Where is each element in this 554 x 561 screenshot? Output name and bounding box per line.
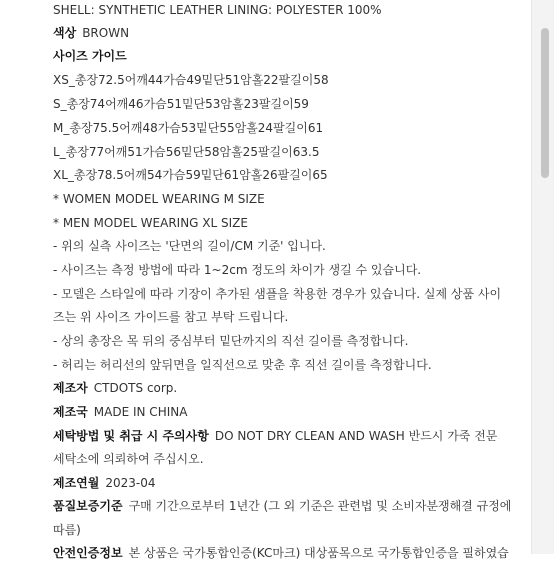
warranty-value: 구매 기간으로부터 1년간 (그 외 기준은 관련법 및 소비자분쟁해결 규정에 [128, 499, 512, 513]
warranty-row [53, 498, 511, 514]
kc-row [53, 545, 509, 561]
women-model-note: * WOMEN MODEL WEARING M SIZE [53, 192, 265, 206]
date-value: 2023-04 [105, 476, 156, 490]
size-row-xl: XL_총장78.5어깨54가슴59밑단61암홀26팔길이65 [53, 168, 328, 182]
kc-value: 본 상품은 국가통합인증(KC마크) 대상품목으로 국가통합인증을 필하였습 [128, 546, 509, 560]
manufacturer-label: 제조자 [53, 381, 88, 395]
date-label: 제조연월 [53, 476, 100, 490]
date-row [53, 475, 156, 491]
note-total-length: - 상의 총장은 목 뒤의 중심부터 밑단까지의 직선 길이를 측정합니다. [53, 334, 409, 348]
warranty-label: 품질보증기준 [53, 499, 123, 513]
washing-label: 세탁방법 및 취급 시 주의사항 [53, 429, 209, 443]
kc-label: 안전인증정보 [53, 546, 123, 560]
men-model-note: * MEN MODEL WEARING XL SIZE [53, 216, 248, 230]
country-value: MADE IN CHINA [93, 405, 188, 419]
size-guide-title: 사이즈 가이드 [53, 49, 127, 63]
washing-value-cont: 세탁소에 의뢰하여 주십시오. [53, 452, 204, 466]
color-row [53, 25, 129, 41]
country-row [53, 404, 187, 420]
size-row-s: S_총장74어깨46가슴51밑단53암홀23팔길이59 [53, 97, 309, 111]
size-row-xs: XS_총장72.5어깨44가슴49밑단51암홀22팔길이58 [53, 73, 329, 87]
size-row-m: M_총장75.5어깨48가슴53밑단55암홀24팔길이61 [53, 121, 324, 135]
manufacturer-value: CTDOTS corp. [93, 381, 178, 395]
washing-row [53, 428, 497, 444]
scrollbar-thumb[interactable] [541, 28, 549, 178]
color-value: BROWN [82, 26, 130, 40]
color-label: 색상 [53, 26, 77, 40]
note-waist: - 허리는 허리선의 앞뒤면을 일직선으로 맞춘 후 직선 길이를 측정합니다. [53, 358, 432, 372]
note-measurement-basis: - 위의 실측 사이즈는 '단면의 길이/CM 기준' 입니다. [53, 239, 326, 253]
country-label: 제조국 [53, 405, 88, 419]
size-row-l: L_총장77어깨51가슴56밑단58암홀25팔길이63.5 [53, 145, 320, 159]
washing-value: DO NOT DRY CLEAN AND WASH 반드시 가죽 전문 [214, 429, 498, 443]
note-model-sample: - 모델은 스타일에 따라 기장이 추가된 샘플을 착용한 경우가 있습니다. 실제 상품 사이 [53, 287, 502, 301]
note-model-sample-cont: 즈는 위 사이즈 가이드를 참고 부탁 드립니다. [53, 310, 289, 324]
warranty-value-cont: 따름) [53, 523, 81, 537]
manufacturer-row [53, 380, 177, 396]
note-measurement-variance: - 사이즈는 측정 방법에 따라 1~2cm 정도의 차이가 생길 수 있습니다. [53, 263, 422, 277]
scrollbar-track[interactable] [531, 0, 554, 554]
shell-material: SHELL: SYNTHETIC LEATHER LINING: POLYESTER 100% [53, 3, 382, 17]
